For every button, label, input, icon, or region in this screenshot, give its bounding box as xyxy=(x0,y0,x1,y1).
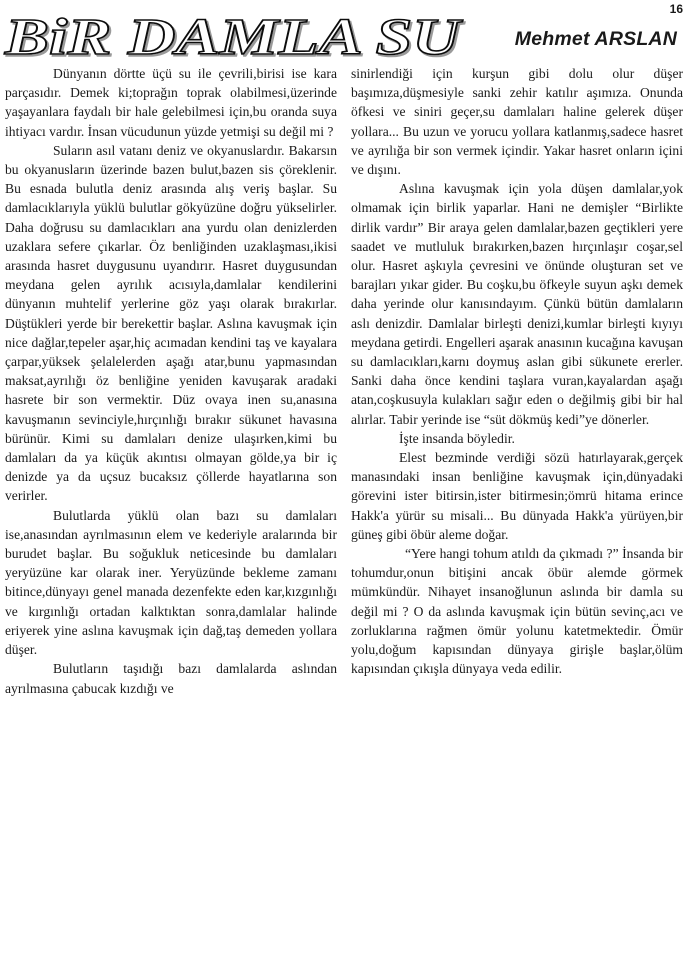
page-number: 16 xyxy=(669,2,683,16)
left-column xyxy=(5,64,337,698)
right-column xyxy=(351,64,683,698)
paragraph: Suların asıl vatanı deniz ve okyanuslardır. Bakarsın bu okyanusların üzerinde bazen bulut,bazen sis çöreklenir. Bu esnada bulutla deniz arasında alış veriş başlar. Su damlacıklarıyla yüklü bulutlar gökyüzüne doğru yükselirler. Daha doğrusu su damlacıkları ana yurdu olan denizlerden uzaklara sefere çıkarlar. Öz benliğinden uzaklaşması,ikisi arasında hasret duygusunu uyandırır. Hasret duygusundan meydana gelen ayrılık acısıyla,damlalar kendilerini dünyanın muhtelif yerlerine göz yaşı olarak bırakırlar. Düştükleri yerde bir berekettir başlar. Aslına kavuşmak için nice dağlar,tepeler aşar,hiç acımadan kendini taş ve kayalara çarpar,yüksek şelalelerden aşağı atar,bunu yapmasından maksat,ayrılığı öz benliğine yeniden kavuşarak aradaki hasrete bir son vermektir. Düz ovaya inen su,anasına kavuşmanın sevinciyle,hırçınlığı bırakır sükunet havasına bürünür. Kimi su damlaları denize ulaşırken,kimi bu damlaları da ya küçük akıntısı olmayan gölde,ya bir iç denizde ya da uçsuz bucaksız çöllerde hayatlarına son verirler. xyxy=(5,142,337,504)
article-title: BiR DAMLA SU xyxy=(3,9,464,64)
article-body xyxy=(5,64,683,698)
paragraph: Elest bezminde verdiği sözü hatırlayarak,gerçek manasındaki insan benliğine kavuşmak için,dünyadaki görevini ister bitirsin,ister bitirmesin;ömrü hitama erince Hakk'a yürür su misali... Bu dünyada Hakk'a yürüyen,bir güneş gibi öbür aleme doğar. xyxy=(351,450,683,542)
author-name: Mehmet ARSLAN xyxy=(514,28,677,50)
paragraph: sinirlendiği için kurşun gibi dolu olur düşer başımıza,düşmesiyle sanki zehir katılır aşımıza. Onunda öfkesi ve siniri geçer,su damlaları haline gelerek düşer yollara... Bu uzun ve yorucu yollara katlanmış,sadece hasret ve ayrılığa bir son vermek içindir. Yakar hasret onların içini ve dışını. xyxy=(351,66,683,178)
paragraph: Bulutlarda yüklü olan bazı su damlaları ise,anasından ayrılmasının elem ve kederiyle aralarında bir burudet başlar. Bu soğukluk neticesinde bu damlaları yeryüzüne kar olarak iner. Yeryüzünde bekleme zamanı bitince,dünyayı genel manada dezenfekte eden kar,kızgınlığı ve kırgınlığı ortadan kalktıktan sonra,damlalar halinde eriyerek yine aslına kavuşmak için dağ,taş demeden yollara düşer. xyxy=(5,507,337,658)
paragraph: Dünyanın dörtte üçü su ile çevrili,birisi ise kara parçasıdır. Demek ki;toprağın toprak olabilmesi,üzerinde yaşayanlara faydalı bir hale gelebilmesi için,bu oranda suya ihtiyacı vardır. İnsan vücudunun yüzde yetmişi su değil mi ? xyxy=(5,66,337,139)
paragraph: “Yere hangi tohum atıldı da çıkmadı ?” İnsanda bir tohumdur,onun bitişini ancak öbür alemde görmek mümkündür. Nihayet insanoğlunun aslında bir damla su değil mi ? O da aslında kavuşmak için bütün sevinç,acı ve zorluklarına rağmen ömür yolunu katetmektedir. Ömür yolu,doğum kapısından dünyaya girişle başlar,ölüm kapısından çıkışla dünyaya veda edilir. xyxy=(351,546,683,677)
article-header xyxy=(3,6,683,62)
paragraph: Aslına kavuşmak için yola düşen damlalar,yok olmamak için birlik yaparlar. Hani ne demişler “Birlikte dirlik vardır” Bir araya gelen damlalar,bazen geçtikleri yere saadet ve mutluluk bırakırken,bazen hırçınlaşır coşar,sel olur. Hasret aşkıyla çevresini ve önünde oluşturan set ve barajları yıkar gider. Bu coşku,bu öfkeyle suyun aşkı demek daha yerinde olur kanısındayım. Çünkü bütün damlaların aslı denizdir. Damlalar birleşti denizi,kumlar birleşti kıyıyı meydana getirdi. Engelleri aşarak anasının kucağına kavuşan su damlacıkları,karnı doymuş aslan gibi sükunete ererler. Sanki daha önce kendini taşlara vuran,kayalardan aşağı atan,coşkusuyla kulakları sağır eden o değilmiş gibi bir hal alırlar. Tabir yerinde ise “süt dökmüş kedi”ye dönerler. xyxy=(351,181,683,427)
article-title-graphic xyxy=(3,6,473,64)
paragraph: İşte insanda böyledir. xyxy=(399,430,515,446)
paragraph: Bulutların taşıdığı bazı damlalarda aslından ayrılmasına çabucak kızdığı ve xyxy=(5,661,337,696)
